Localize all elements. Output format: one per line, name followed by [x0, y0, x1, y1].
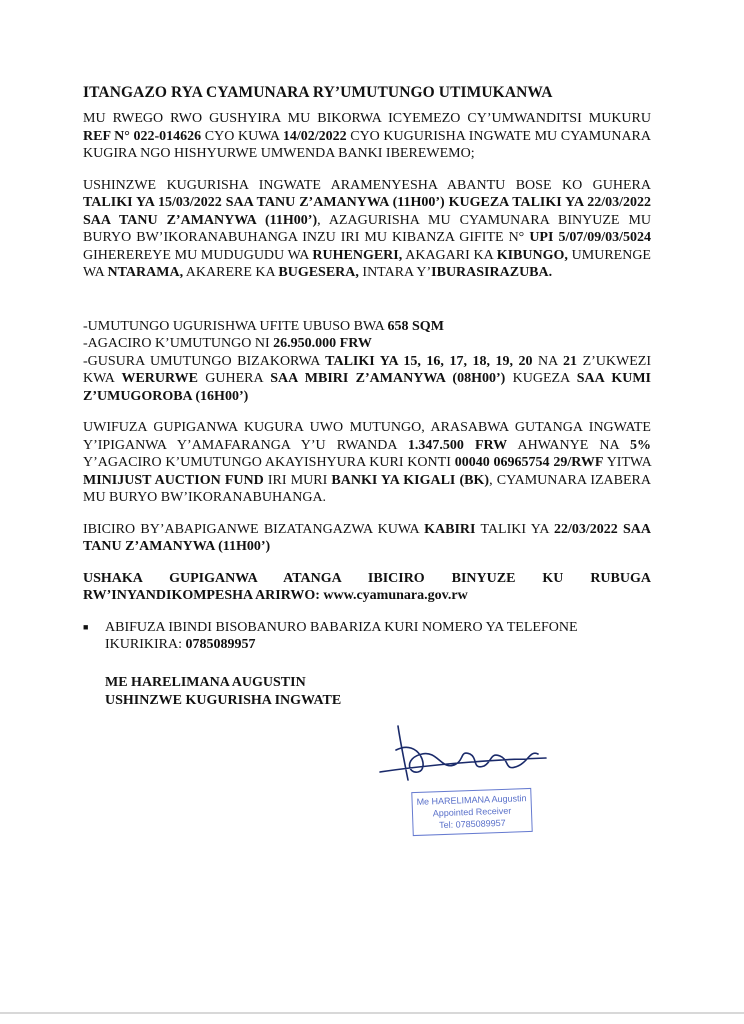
visit-end-time: SAA KUMI Z’UMUGOROBA (16H00’) [83, 371, 651, 404]
announcement-text: USHINZWE KUGURISHA INGWATE ARAMENYESHA ABANTU BOSE KO GUHERA [83, 177, 651, 193]
deposit-text: , CYAMUNARA IZABERA MU BURYO BW’IKORANABUHANGA. [83, 472, 651, 505]
visit-schedule-line [83, 353, 651, 406]
stamp-line: Me HARELIMANA Augustin [416, 793, 527, 807]
village-name: RUHENGERI, [312, 247, 403, 263]
signer-role: USHINZWE KUGURISHA INGWATE [105, 692, 342, 708]
contact-text-wrap [105, 619, 651, 654]
announcement-text: INTARA Y’ [358, 265, 432, 280]
deposit-text: UWIFUZA GUPIGANWA KUGURA UWO MUTUNGO, ARASABWA GUTANGA INGWATE Y’IPIGANWA Y’AMAFARANGA Y’U RWANDA [83, 420, 651, 453]
intro-text: CYO KUWA [201, 128, 283, 144]
visit-text: NA [532, 353, 564, 369]
visit-text: GUHERA [197, 371, 271, 386]
value-amount: 26.950.000 FRW [273, 336, 372, 351]
deposit-text: YITWA [603, 455, 652, 470]
contact-bullet [83, 619, 651, 654]
announcement-text: AKARERE KA [183, 265, 279, 280]
document-title: ITANGAZO RYA CYAMUNARA RY’UMUTUNGO UTIMUKANWA [83, 84, 553, 101]
paragraph-deposit [83, 419, 651, 507]
cell-name: KIBUNGO, [496, 247, 568, 263]
visit-text: KUGEZA [505, 371, 577, 386]
paragraph-intro [83, 110, 651, 163]
contact-phone: 0785089957 [185, 637, 256, 652]
announcement-text: UMURENGE WA [83, 247, 651, 280]
signer-block [105, 674, 651, 710]
deposit-text: IRI MURI [263, 472, 332, 488]
province-name: IBURASIRAZUBA. [431, 265, 553, 280]
value-label: -AGACIRO K’UMUTUNGO NI [83, 336, 274, 351]
deposit-text: AHWANYE NA [507, 437, 630, 453]
receiver-stamp [411, 788, 532, 836]
size-label: -UMUTUNGO UGURISHWA UFITE UBUSO BWA [83, 318, 388, 334]
results-text: TALIKI YA [475, 521, 554, 537]
bidding-website: USHAKA GUPIGANWA ATANGA IBICIRO BINYUZE KU RUBUGA RW’INYANDIKOMPESHA ARIRWO: www.cyamunara.gov.rw [83, 570, 651, 603]
paragraph-results [83, 521, 651, 556]
spacer [83, 296, 651, 318]
results-day: KABIRI [424, 521, 476, 537]
visit-last-date: 21 [563, 353, 578, 369]
square-bullet-icon: ■ [83, 621, 89, 632]
deposit-text: Y’AGACIRO K’UMUTUNGO AKAYISHYURA KURI KONTI [83, 455, 455, 470]
visit-text: -GUSURA UMUTUNGO BIZAKORWA [83, 353, 326, 369]
stamp-line: Tel: 0785089957 [438, 817, 506, 831]
announcement-text: GIHEREREYE MU MUDUGUDU WA [83, 247, 313, 263]
bank-name: BANKI YA KIGALI (BK) [331, 472, 490, 488]
stamp-line: Appointed Receiver [432, 805, 512, 819]
paragraph-announcement [83, 177, 651, 282]
account-name: MINIJUST AUCTION FUND [83, 472, 264, 488]
visit-dates: TALIKI YA 15, 16, 17, 18, 19, 20 [325, 353, 533, 369]
size-value: 658 SQM [387, 318, 444, 334]
page-edge-divider [0, 1012, 744, 1014]
document-body [83, 84, 651, 710]
ref-date: 14/02/2022 [282, 128, 347, 144]
auction-period: TALIKI YA 15/03/2022 SAA TANU Z’AMANYWA (11H00’) KUGEZA TALIKI YA 22/03/2022 SAA TANU Z’AMANYWA (11H00’) [83, 195, 651, 228]
contact-text: ABIFUZA IBINDI BISOBANURO BABARIZA KURI NOMERO YA TELEFONE IKURIKIRA: [105, 619, 578, 652]
announcement-text: , AZAGURISHA MU CYAMUNARA BINYUZE MU BURYO BW’IKORANABUHANGA INZU IRI MU KIBANZA GIFITE N° [83, 212, 651, 245]
property-value-line [83, 335, 651, 353]
announcement-text: AKAGARI KA [402, 247, 497, 263]
paragraph-website [83, 570, 651, 605]
visit-start-time: SAA MBIRI Z’AMANYWA (08H00’) [270, 371, 506, 386]
results-datetime: 22/03/2022 SAA TANU Z’AMANYWA (11H00’) [83, 521, 651, 554]
handwritten-signature [360, 720, 550, 790]
plot-upi: UPI 5/07/09/03/5024 [529, 230, 652, 245]
sector-name: NTARAMA, [107, 265, 184, 280]
visit-month: WERURWE [121, 371, 198, 386]
ref-number: REF N° 022-014626 [83, 128, 202, 144]
signer-name: ME HARELIMANA AUGUSTIN [105, 674, 306, 690]
property-size-line [83, 318, 651, 336]
results-text: IBICIRO BY’ABAPIGANWE BIZATANGAZWA KUWA [83, 521, 425, 537]
district-name: BUGESERA, [278, 265, 359, 280]
deposit-amount: 1.347.500 FRW [407, 437, 508, 453]
account-number: 00040 06965754 29/RWF [454, 455, 604, 470]
intro-text: MU RWEGO RWO GUSHYIRA MU BIKORWA ICYEMEZO CY’UMWANDITSI MUKURU [83, 111, 651, 126]
deposit-percent: 5% [630, 437, 651, 453]
intro-text: CYO KUGURISHA INGWATE MU CYAMUNARA KUGIRA NGO HISHYURWE UMWENDA BANKI IBEREWEMO; [83, 128, 652, 161]
visit-text: Z’UKWEZI KWA [83, 353, 651, 386]
